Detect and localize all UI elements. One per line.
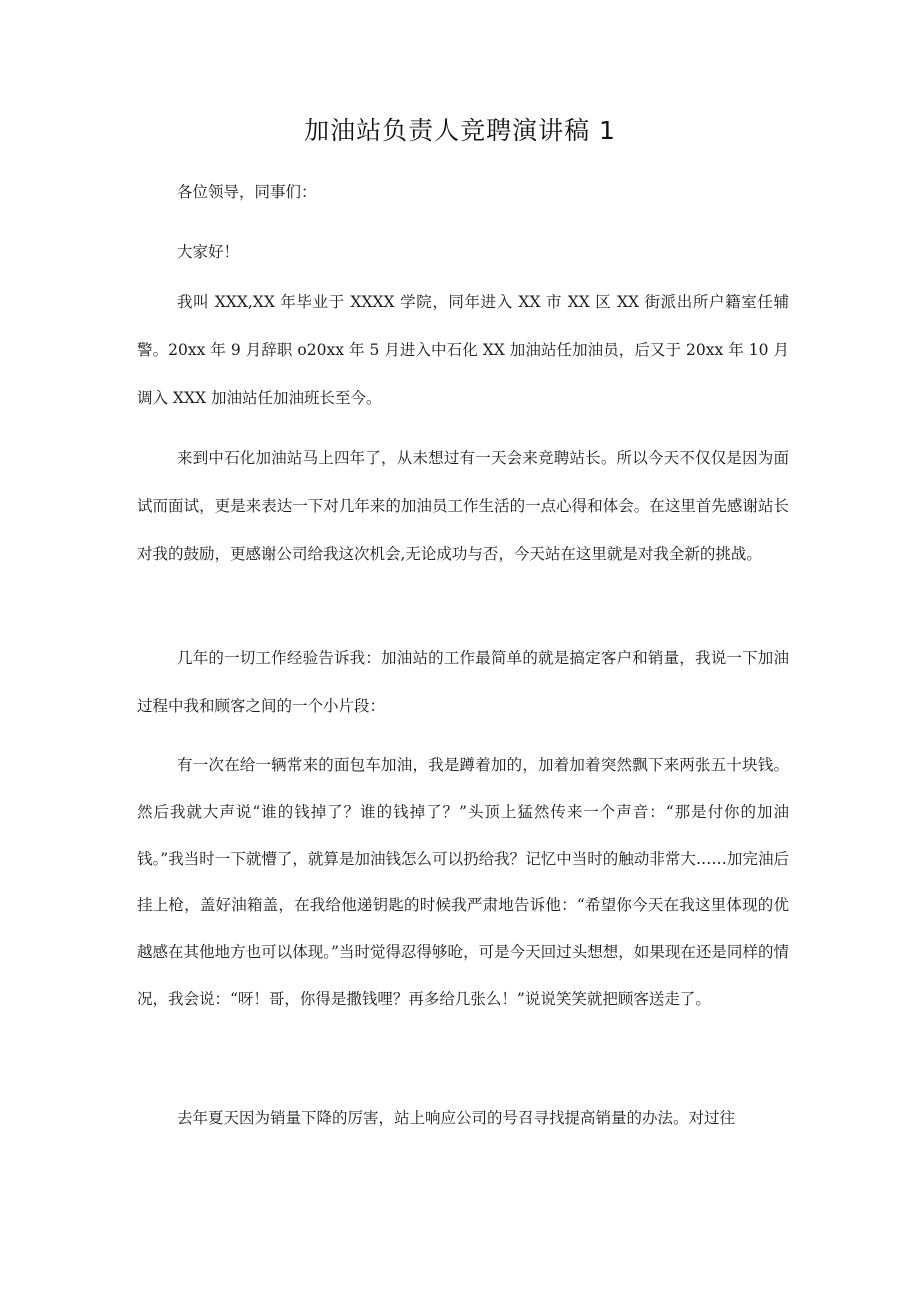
motivation-paragraph: 来到中石化加油站马上四年了，从未想过有一天会来竞聘站长。所以今天不仅仅是因为面试而面试，更是来表达一下对几年来的加油员工作生活的一点心得和体会。在这里首先感谢站长对我的鼓励，更感谢公司给我这次机会,无论成功与否，今天站在这里就是对我全新的挑战。 <box>137 449 789 563</box>
anecdote-paragraph: 有一次在给一辆常来的面包车加油，我是蹲着加的，加着加着突然飘下来两张五十块钱。然后我就大声说“谁的钱掉了？谁的钱掉了？”头顶上猛然传来一个声音：“那是付你的加油钱。”我当时一下就懵了，就算是加油钱怎么可以扔给我？记忆中当时的触动非常大……加完油后挂上枪，盖好油箱盖，在我给他递钥匙的时候我严肃地告诉他：“希望你今天在我这里体现的优越感在其他地方也可以体现。”当时觉得忍得够呛，可是今天回过头想想，如果现在还是同样的情况，我会说：“呀！哥，你得是撒钱哩？再多给几张么！”说说笑笑就把顾客送走了。 <box>137 756 789 1008</box>
salutation-paragraph: 各位领导，同事们： <box>177 183 317 201</box>
sales-paragraph: 去年夏天因为销量下降的厉害，站上响应公司的号召寻找提高销量的办法。对过往 <box>177 1109 736 1127</box>
experience-paragraph: 几年的一切工作经验告诉我：加油站的工作最简单的就是搞定客户和销量，我说一下加油过程中我和顾客之间的一个小片段： <box>137 649 789 715</box>
document-title: 加油站负责人竞聘演讲稿 1 <box>304 116 616 145</box>
greeting-paragraph: 大家好！ <box>177 243 240 261</box>
introduction-paragraph: 我叫 XXX,XX 年毕业于 XXXX 学院，同年进入 XX 市 XX 区 XX 街派出所户籍室任辅警。20xx 年 9 月辞职 o20xx 年 5 月进入中石化 XX 加油站任加油员，后又于 20xx 年 10 月调入 XXX 加油站任加油班长至今。 <box>137 293 789 407</box>
